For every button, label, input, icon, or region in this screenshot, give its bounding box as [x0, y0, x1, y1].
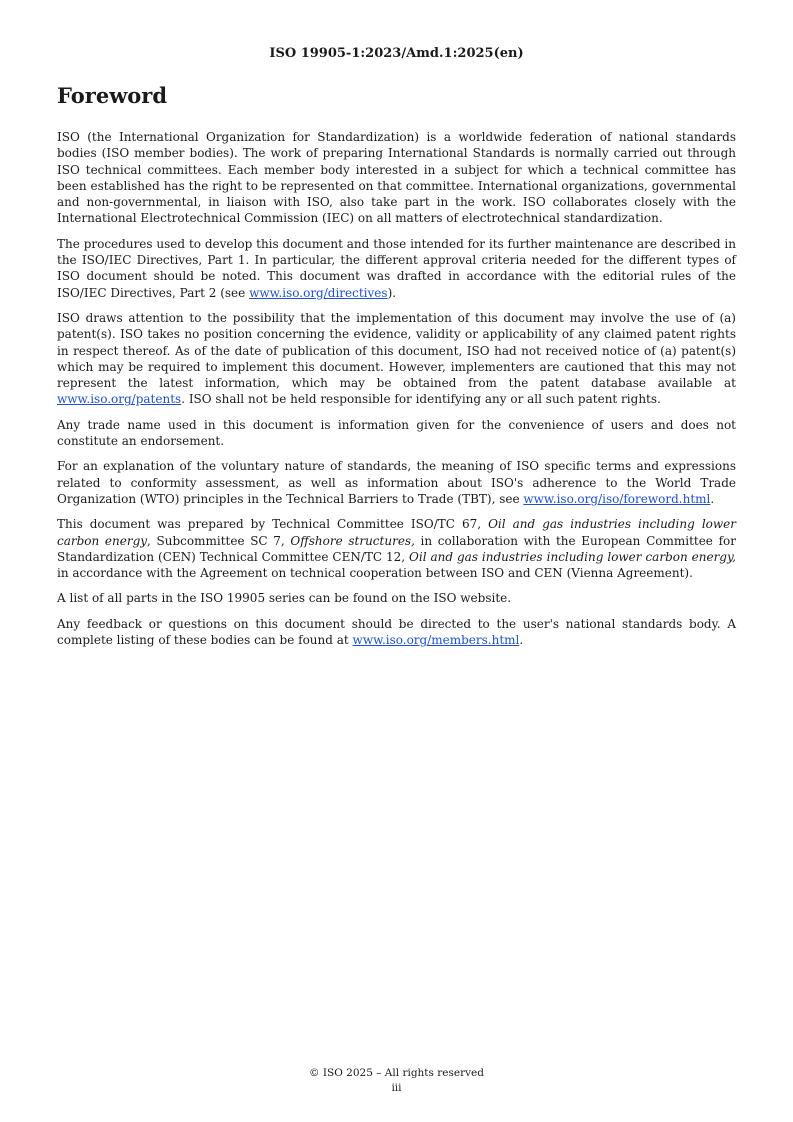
paragraph-tail: ).	[387, 285, 397, 300]
paragraph-series-list: A list of all parts in the ISO 19905 series can be found on the ISO website.	[57, 591, 512, 606]
paragraph-procedures	[57, 236, 736, 301]
page-number: iii	[391, 1082, 402, 1094]
paragraph-tail: . ISO shall not be held responsible for identifying any or all such patent rights.	[181, 392, 661, 407]
paragraph-text: in accordance with the Agreement on technical cooperation between ISO and CEN (Vienna Agreement).	[57, 566, 693, 581]
committee-title: Oil and gas industries including lower carbon energy	[57, 517, 736, 548]
paragraph-text: Any feedback or questions on this document should be directed to the user's national standards body. A complete listing of these bodies can be found at	[57, 616, 736, 648]
paragraph-committee	[57, 516, 736, 581]
paragraph-text: The procedures used to develop this document and those intended for its further maintenance are described in the ISO/IEC Directives, Part 1. In particular, the different approval criteria needed for the different types of ISO document should be noted. This document was drafted in accordance with the editorial rules of the ISO/IEC Directives, Part 2 (see	[57, 236, 736, 300]
foreword-body	[57, 129, 736, 657]
paragraph-text: ISO draws attention to the possibility that the implementation of this document may involve the use of (a) patent(s). ISO takes no position concerning the evidence, validity or applicability of any claimed patent rights in respect thereof. As of the date of publication of this document, ISO had not received notice of (a) patent(s) which may be required to implement this document. However, implementers are cautioned that this may not represent the latest information, which may be obtained from the patent database available at	[57, 310, 736, 391]
members-link[interactable]: www.iso.org/members.html	[352, 633, 520, 648]
paragraph-tail: .	[519, 633, 524, 648]
document-identifier: ISO 19905-1:2023/Amd.1:2025(en)	[269, 46, 524, 61]
paragraph-trade-name: Any trade name used in this document is information given for the convenience of users and does not constitute an endorsement.	[57, 417, 736, 449]
page-footer	[0, 1066, 793, 1096]
paragraph-text: , Subcommittee SC 7,	[147, 533, 291, 548]
paragraph-voluntary-nature	[57, 458, 736, 507]
page-title: Foreword	[57, 83, 168, 108]
paragraph-patents	[57, 310, 736, 408]
paragraph-tail: .	[710, 491, 715, 506]
foreword-link[interactable]: www.iso.org/iso/foreword.html	[523, 491, 711, 506]
copyright-notice: © ISO 2025 – All rights reserved	[309, 1067, 484, 1079]
paragraph-feedback	[57, 616, 736, 649]
subcommittee-title: Offshore structures,	[290, 533, 415, 548]
paragraph-iso-overview: ISO (the International Organization for Standardization) is a worldwide federation of national standards bodies (ISO member bodies). The work of preparing International Standards is normally carried out through ISO technical committees. Each member body interested in a subject for which a technical committee has been established has the right to be represented on that committee. International organizations, governmental and non-governmental, in liaison with ISO, also take part in the work. ISO collaborates closely with the International Electrotechnical Commission (IEC) on all matters of electrotechnical standardization.	[57, 130, 736, 226]
paragraph-text: For an explanation of the voluntary nature of standards, the meaning of ISO specific terms and expressions related to conformity assessment, as well as information about ISO's adherence to the World Trade Organization (WTO) principles in the Technical Barriers to Trade (TBT), see	[57, 459, 736, 506]
patents-link[interactable]: www.iso.org/patents	[57, 392, 182, 407]
cen-committee-title: Oil and gas industries including lower carbon energy,	[409, 549, 736, 564]
paragraph-text: This document was prepared by Technical Committee ISO/TC 67,	[57, 517, 489, 532]
paragraph-text: in collaboration with the European Committee for Standardization (CEN) Technical Committee CEN/TC 12,	[57, 533, 736, 564]
directives-link[interactable]: www.iso.org/directives	[249, 285, 388, 300]
